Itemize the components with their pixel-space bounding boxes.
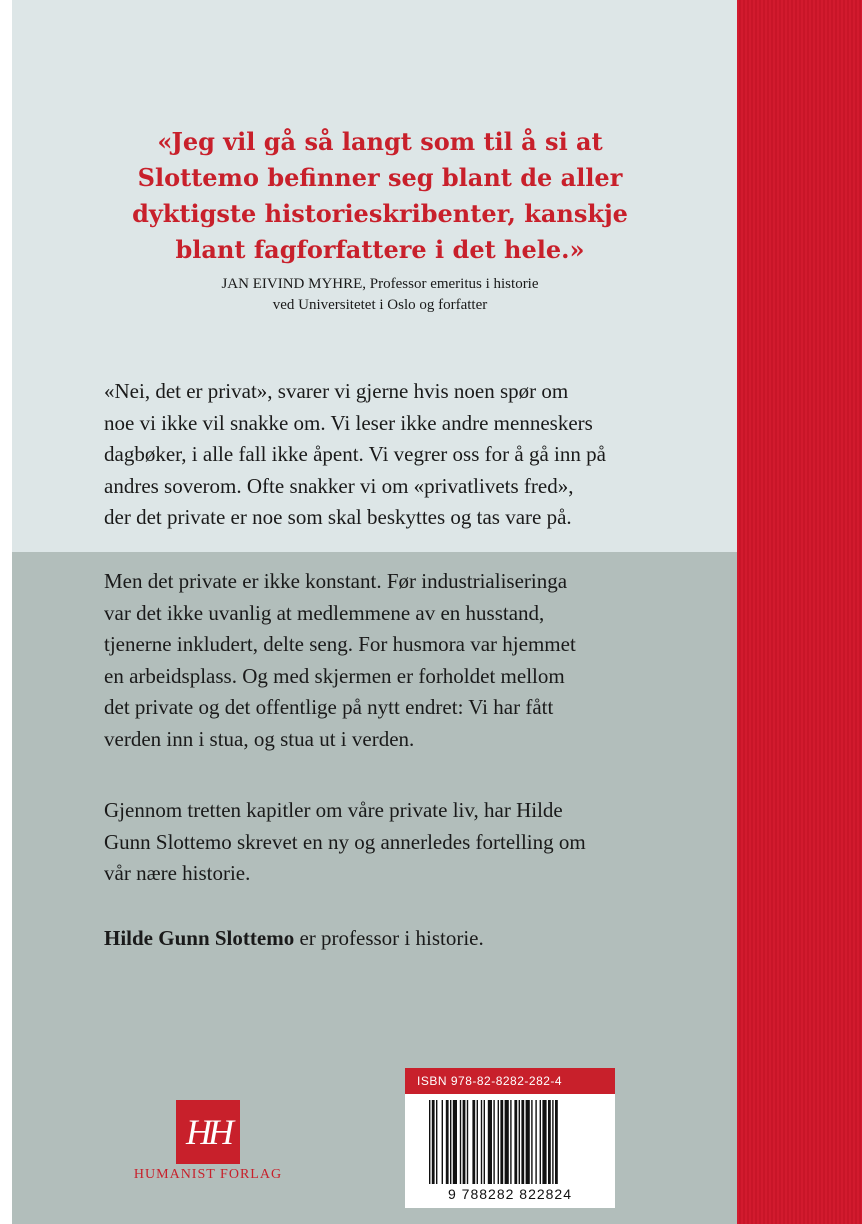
barcode-bar [514,1100,517,1184]
barcode-bar [460,1100,461,1184]
isbn-block [405,1068,615,1208]
publisher-logo [176,1100,240,1164]
barcode-bar [540,1100,541,1184]
barcode-bar [436,1100,437,1184]
barcode-bar [453,1100,457,1184]
quote-attribution: JAN EIVIND MYHRE, Professor emeritus i historie ved Universitetet i Oslo og forfatter [221,276,539,313]
barcode-bar [467,1100,468,1184]
barcode-bar [477,1100,478,1184]
barcode-bar [493,1100,494,1184]
publisher-logo-mark: HH [186,1112,230,1152]
barcode-bar [510,1100,511,1184]
red-spine [737,0,862,1224]
barcode-bar [484,1100,485,1184]
barcode-bar [548,1100,551,1184]
author-bio-text: er professor i historie. [294,926,484,950]
barcode-bar [442,1100,443,1184]
barcode-bar [535,1100,536,1184]
barcode-bar [446,1100,449,1184]
barcode-bar [531,1100,532,1184]
barcode-bar [526,1100,530,1184]
blurb-paragraph-1: «Nei, det er privat», svarer vi gjerne hvis noen spør om noe vi ikke vil snakke om. Vi leser ikke andre menneskers dagbøker, i alle fall ikke åpent. Vi vegrer oss for å gå inn på andres soverom. Ofte snakker vi om «privatlivets fred», der det private er noe som skal beskyttes og tas vare på. [104,379,606,529]
barcode-bar [521,1100,524,1184]
barcode-bar [500,1100,503,1184]
publisher-name: HUMANIST FORLAG [133,1167,283,1182]
barcode-digits: 9 788282 822824 [448,1186,572,1202]
blurb-paragraph-2: Men det private er ikke konstant. Før industrialiseringa var det ikke uvanlig at medlemmene av en husstand, tjenerne inkludert, delte seng. For husmora var hjemmet en arbeidsplass. Og med skjermen er forholdet mellom det private og det offentlige på nytt endret: Vi har fått verden inn i stua, og stua ut i verden. [104,569,576,751]
author-name: Hilde Gunn Slottemo [104,926,295,950]
barcode-bar [481,1100,482,1184]
barcode-bar [498,1100,499,1184]
barcode-bar [463,1100,466,1184]
barcode-bar [429,1100,430,1184]
review-quote: «Jeg vil gå så langt som til å si at Slottemo befinner seg blant de aller dyktigste historieskribenter, kanskje blant fagforfattere i det hele.» [132,127,628,264]
barcode-bar [552,1100,553,1184]
barcode-bar [542,1100,546,1184]
author-bio [104,923,664,955]
barcode-bar [519,1100,520,1184]
barcode-bar [555,1100,558,1184]
barcode-bar [432,1100,435,1184]
barcode-bar [450,1100,451,1184]
barcode-bar [488,1100,492,1184]
barcode-bar [472,1100,475,1184]
left-edge [0,0,12,1224]
isbn-label: ISBN 978-82-8282-282-4 [405,1068,615,1094]
blurb-paragraph-3: Gjennom tretten kapitler om våre private liv, har Hilde Gunn Slottemo skrevet en ny og annerledes fortelling om vår nære historie. [104,798,586,885]
barcode-graphic [427,1100,597,1184]
barcode-bar [505,1100,509,1184]
